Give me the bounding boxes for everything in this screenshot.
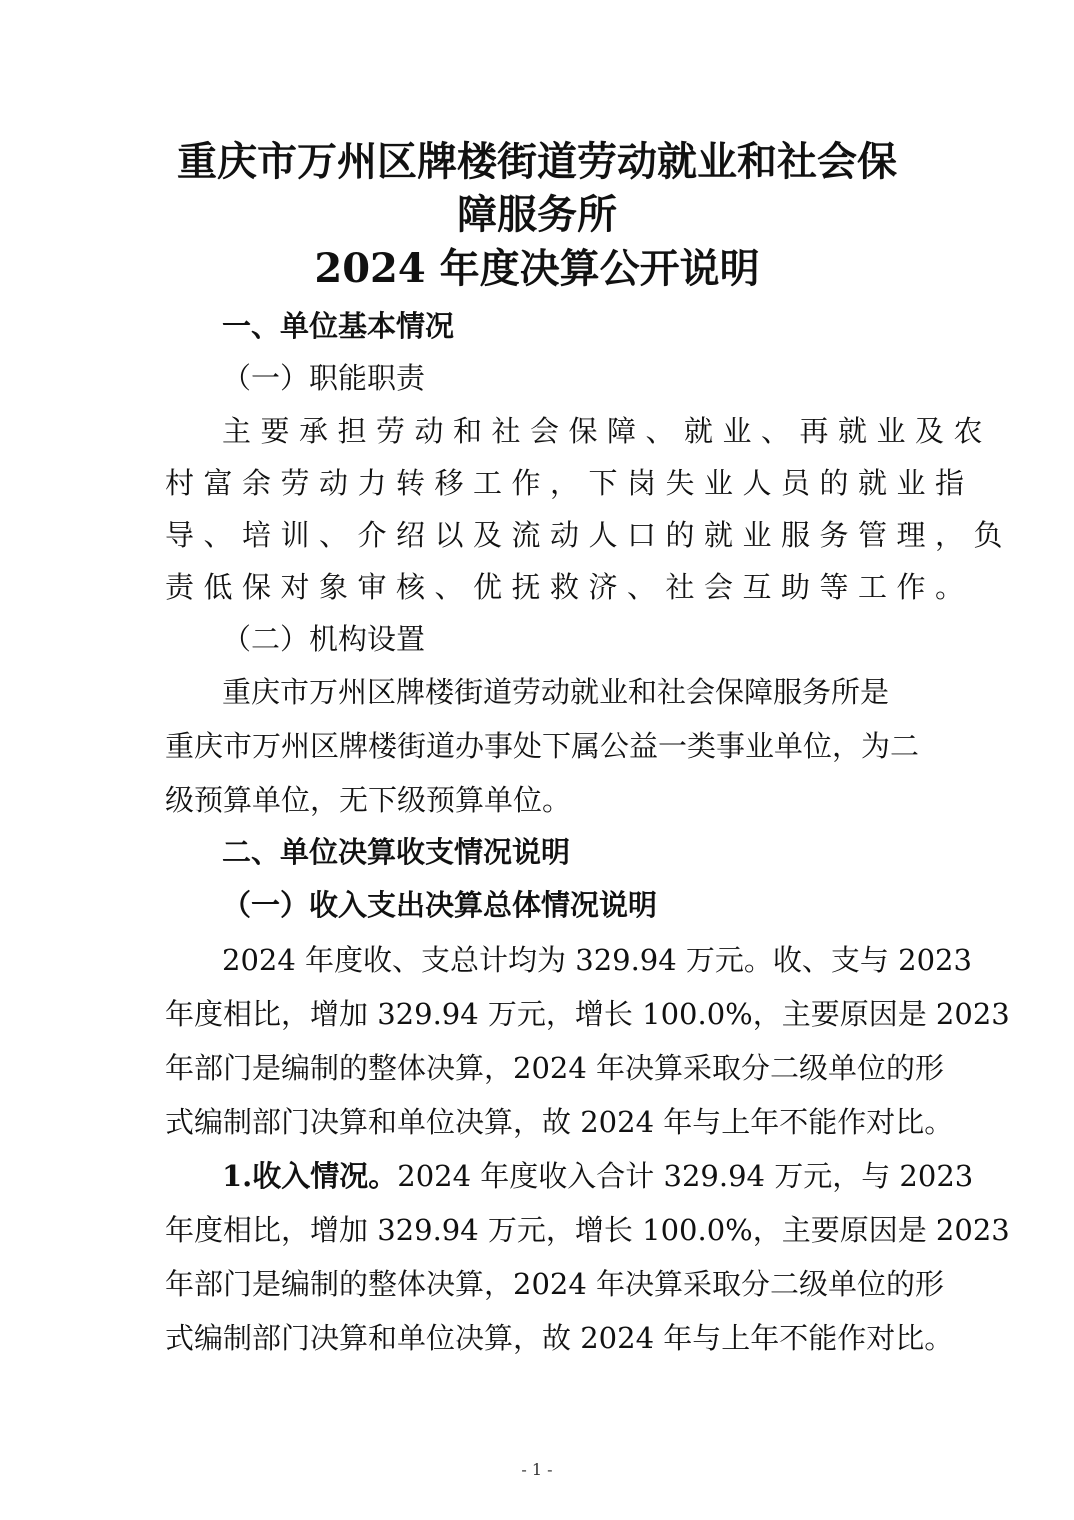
paragraph-line: 主要承担劳动和社会保障、就业、再就业及农 [222,414,993,448]
income-paragraph-first-line [222,1156,974,1196]
page-number: - 1 - [521,1460,553,1479]
paragraph-line: 年部门是编制的整体决算，2024 年决算采取分二级单位的形 [165,1051,945,1085]
document-title-line-2: 障服务所 [457,191,617,238]
section-1-2-heading: （二）机构设置 [222,622,426,656]
paragraph-line: 重庆市万州区牌楼街道劳动就业和社会保障服务所是 [222,675,890,709]
section-1-1-heading: （一）职能职责 [222,361,426,395]
paragraph-line: 级预算单位，无下级预算单位。 [165,783,572,817]
income-lead-label: 1.收入情况。 [222,1159,398,1193]
document-title-line-1: 重庆市万州区牌楼街道劳动就业和社会保 [177,138,897,185]
section-2-1-heading: （一）收入支出决算总体情况说明 [222,888,658,922]
paragraph-line: 2024 年度收、支总计均为 329.94 万元。收、支与 2023 [222,943,972,977]
section-2-heading: 二、单位决算收支情况说明 [222,835,571,869]
income-first-line-text: 2024 年度收入合计 329.94 万元，与 2023 [397,1159,974,1193]
document-title-line-3: 2024 年度决算公开说明 [314,245,760,292]
paragraph-line: 重庆市万州区牌楼街道办事处下属公益一类事业单位，为二 [165,729,920,763]
paragraph-line: 年度相比，增加 329.94 万元，增长 100.0%，主要原因是 2023 [165,997,1010,1031]
paragraph-line: 年度相比，增加 329.94 万元，增长 100.0%，主要原因是 2023 [165,1213,1010,1247]
paragraph-line: 式编制部门决算和单位决算，故 2024 年与上年不能作对比。 [165,1321,954,1355]
paragraph-line: 责低保对象审核、优抚救济、社会互助等工作。 [165,570,974,604]
section-1-heading: 一、单位基本情况 [222,309,455,343]
paragraph-line: 式编制部门决算和单位决算，故 2024 年与上年不能作对比。 [165,1105,954,1139]
paragraph-line: 年部门是编制的整体决算，2024 年决算采取分二级单位的形 [165,1267,945,1301]
paragraph-line: 村富余劳动力转移工作，下岗失业人员的就业指 [165,466,974,500]
paragraph-line: 导、培训、介绍以及流动人口的就业服务管理，负 [165,518,1013,552]
